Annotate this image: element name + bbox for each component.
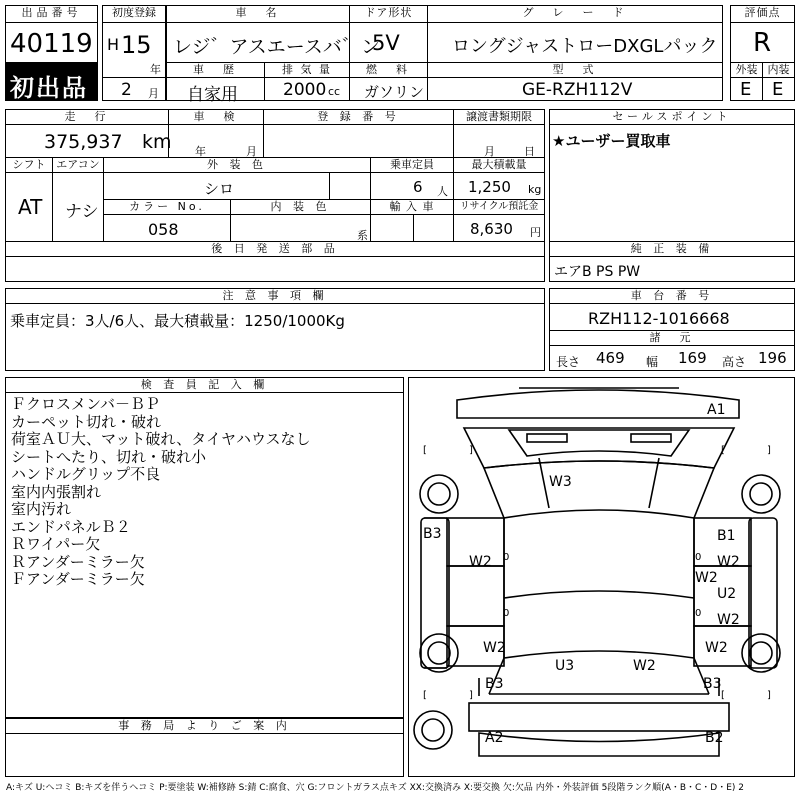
svg-text:]: ] <box>469 445 473 456</box>
mileage-cell: 375,937 km <box>5 124 169 158</box>
door-header: ドア形状 <box>349 5 428 23</box>
svg-text:[: [ <box>721 690 725 701</box>
model-header: 型 式 <box>427 62 723 78</box>
air-conditioner: ナシ <box>65 202 99 222</box>
lot-number-cell <box>5 22 98 63</box>
intcolor-cell: 系 <box>230 214 371 242</box>
model-cell <box>427 77 723 101</box>
door-type: 5V <box>372 31 400 55</box>
svg-text:0: 0 <box>503 608 510 619</box>
max-load: 1,250 <box>468 178 511 196</box>
vehicle-history: 自家用 <box>187 85 238 105</box>
mark-w2-right-lower: W2 <box>705 640 728 656</box>
mark-u3: U3 <box>555 658 575 674</box>
chassis-number: RZH112-1016668 <box>588 309 730 328</box>
transfer-cell: 月 日 <box>453 124 545 158</box>
fuel-cell <box>349 77 428 101</box>
import-header: 輸 入 車 <box>370 199 454 215</box>
displacement: 2000 <box>283 80 327 100</box>
shift-type: AT <box>18 195 43 219</box>
selling-point-text: ★ユーザー買取車 <box>552 132 671 150</box>
fuel-header: 燃 料 <box>349 62 428 78</box>
svg-text:]: ] <box>767 445 771 456</box>
equipment-text: エアB PS PW <box>554 264 641 280</box>
car-name-header: 車 名 <box>166 5 350 23</box>
history-header: 車 歴 <box>166 62 265 78</box>
mark-a1: A1 <box>707 402 726 418</box>
color-number: 058 <box>148 220 179 239</box>
svg-text:[: [ <box>721 445 725 456</box>
capacity-header: 乗車定員 <box>370 157 454 173</box>
first-reg-month: 2 <box>121 80 132 100</box>
svg-text:0: 0 <box>695 552 702 563</box>
note-line: Ｆアンダーミラー欠 <box>11 570 145 588</box>
interior-score: E <box>772 79 784 100</box>
lot-number-header: 出品番号 <box>5 5 98 23</box>
equipment-cell <box>549 256 795 282</box>
office-header: 事 務 局 よ り ご 案 内 <box>5 718 404 734</box>
selling-point-cell <box>549 124 795 242</box>
car-name-cell <box>166 22 380 63</box>
caution-header: 注 意 事 項 欄 <box>5 288 545 304</box>
maxload-header: 最大積載量 <box>453 157 545 173</box>
first-listing-badge: 初出品 <box>5 63 98 101</box>
note-line: Ｆクロスメンバ－ＢＰ <box>11 395 160 413</box>
mark-b2: B2 <box>705 730 724 746</box>
svg-text:[: [ <box>423 445 427 456</box>
first-reg-header: 初度登録 <box>102 5 166 23</box>
spec-height: 196 <box>758 349 787 367</box>
inspection-header: 車 検 <box>168 109 264 125</box>
mark-w2-center: W2 <box>695 570 718 586</box>
inspection-cell: 年 月 <box>168 124 264 158</box>
grade: ロングジャストローDXGLパック <box>452 36 718 57</box>
capacity-cell: 6 人 <box>370 172 454 200</box>
colorno-cell <box>103 214 231 242</box>
lot-number: 40119 <box>10 29 93 59</box>
mark-b3-bottom-left: B3 <box>485 676 504 692</box>
ac-cell <box>52 172 104 242</box>
note-line: ハンドルグリップ不良 <box>11 465 161 483</box>
svg-text:0: 0 <box>503 552 510 563</box>
first-reg-year: 15 <box>121 31 152 59</box>
car-name: レジ゛アスエースバ゛ン <box>173 36 380 58</box>
car-outline-diagram <box>409 378 794 776</box>
chassis-header: 車 台 番 号 <box>549 288 795 304</box>
caution-text: 乗車定員：3人/6人、最大積載量：1250/1000Kg <box>10 312 345 330</box>
overall-score: R <box>753 28 772 58</box>
svg-text:[: [ <box>423 690 427 701</box>
svg-text:0: 0 <box>695 608 702 619</box>
mark-a2: A2 <box>485 730 504 746</box>
score-header: 評価点 <box>730 5 795 23</box>
later-parts-cell <box>5 256 545 282</box>
note-line: 荷室ＡＵ大、マット破れ、タイヤハウスなし <box>11 430 311 448</box>
mileage: 375,937 <box>44 131 123 153</box>
mark-w3: W3 <box>549 474 572 490</box>
svg-text:]: ] <box>767 690 771 701</box>
exterior-score-cell <box>730 77 763 101</box>
damage-diagram <box>408 377 795 777</box>
note-line: Ｒワイパー欠 <box>11 535 101 553</box>
history-cell <box>166 77 265 105</box>
score-cell <box>730 22 795 63</box>
interior-score-cell <box>762 77 795 101</box>
mark-w2-right: W2 <box>717 554 740 570</box>
seating-capacity: 6 <box>413 178 423 196</box>
note-line: 室内汚れ <box>11 500 72 518</box>
plate-cell <box>263 124 454 158</box>
spec-width: 169 <box>678 349 707 367</box>
note-line: Ｒアンダーミラー欠 <box>11 552 145 571</box>
note-line: 室内内張割れ <box>11 482 102 501</box>
mark-u2: U2 <box>717 586 737 602</box>
displacement-header: 排 気 量 <box>264 62 350 78</box>
note-line: シートへたり、切れ・破れ小 <box>11 447 207 466</box>
selling-point-header: セールスポイント <box>549 109 795 125</box>
interior-header: 内装 <box>762 62 795 78</box>
spec-length: 469 <box>596 349 625 367</box>
caution-cell <box>5 303 545 371</box>
equipment-header: 純 正 装 備 <box>549 241 795 257</box>
mark-b3-bottom-right: B3 <box>703 676 722 692</box>
color-cell <box>103 172 330 200</box>
mileage-header: 走 行 <box>5 109 169 125</box>
later-parts-header: 後 日 発 送 部 品 <box>5 241 545 257</box>
import-cell-a <box>370 214 414 242</box>
shift-header: シフト <box>5 157 53 173</box>
recycle-header: リサイクル預託金 <box>453 199 545 215</box>
displacement-cell: 2000 cc <box>264 77 350 101</box>
door-cell <box>349 22 428 63</box>
mark-w2-left: W2 <box>469 554 492 570</box>
grade-header: グ レ ー ド <box>427 5 723 23</box>
mark-w2-left-lower: W2 <box>483 640 506 656</box>
recycle-cell: 8,630 円 <box>453 214 545 242</box>
specs-header: 諸 元 <box>549 330 795 346</box>
plate-header: 登 録 番 号 <box>263 109 454 125</box>
mark-b3-left: B3 <box>423 526 442 542</box>
transfer-header: 譲渡書類期限 <box>453 109 545 125</box>
recycle-fee: 8,630 <box>470 220 513 238</box>
damage-legend: A:キズ U:ヘコミ B:キズを伴うヘコミ P:要塗装 W:補修跡 S:錆 C:腐食、穴 G:フロントガラス点キズ XX:交換済み X:要交換 欠:欠品 内外・外装評価 5段階ランク順(A・B・C・D・E) 2 <box>6 783 745 793</box>
ac-header: エアコン <box>52 157 104 173</box>
note-line: エンドパネルＢ２ <box>11 517 131 536</box>
mark-b1: B1 <box>717 528 736 544</box>
model-code: GE-RZH112V <box>522 80 633 100</box>
exterior-header: 外装 <box>730 62 763 78</box>
maxload-cell: 1,250 kg <box>453 172 545 200</box>
exterior-score: E <box>740 79 752 100</box>
colorno-header: カラー No. <box>103 199 231 215</box>
svg-text:]: ] <box>469 690 473 701</box>
first-reg-year-cell: H 15 年 <box>102 22 166 78</box>
color-extra-cell <box>329 172 371 200</box>
shift-cell <box>5 172 53 242</box>
mark-w2-bottom: W2 <box>633 658 656 674</box>
office-cell <box>5 733 404 777</box>
note-line: カーペット切れ・破れ <box>11 412 162 431</box>
inspector-notes <box>5 392 404 718</box>
exterior-color: シロ <box>204 180 235 198</box>
inspector-header: 検 査 員 記 入 欄 <box>5 377 404 393</box>
import-cell-b <box>413 214 454 242</box>
chassis-cell <box>549 303 795 331</box>
intcolor-header: 内 装 色 <box>230 199 371 215</box>
grade-cell <box>427 22 723 63</box>
color-header: 外 装 色 <box>103 157 371 173</box>
mark-w2-right2: W2 <box>717 612 740 628</box>
fuel-type: ガソリン <box>364 83 425 101</box>
specs-cell: 長さ 469 幅 169 高さ 196 <box>549 345 795 371</box>
first-reg-month-cell: 2 月 <box>102 77 166 101</box>
